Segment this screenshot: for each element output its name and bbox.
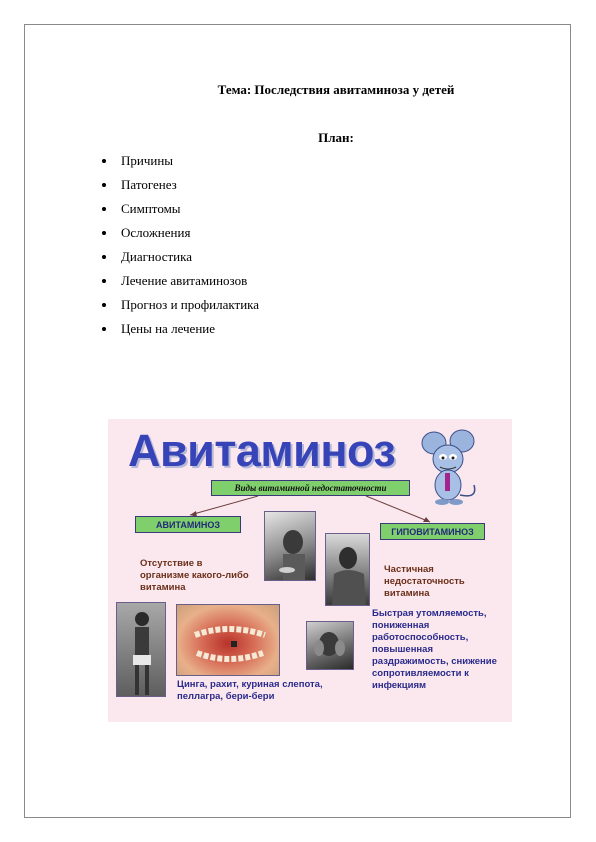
- plan-item: Цены на лечение: [100, 321, 259, 345]
- bullet-icon: [102, 327, 106, 331]
- plan-item: Осложнения: [100, 225, 259, 249]
- hypovitaminosis-symptoms: Быстрая утомляемость, пониженная работоспособность, повышенная раздражимость, снижение сопротивляемости к инфекциям: [372, 608, 497, 691]
- photo-scurvy-gums: [176, 604, 280, 676]
- plan-item: Причины: [100, 153, 259, 177]
- plan-item: Симптомы: [100, 201, 259, 225]
- vitamin-deficiency-types-label: Виды витаминной недостаточности: [211, 480, 410, 496]
- photo-rickets-child: [116, 602, 166, 697]
- plan-item: Диагностика: [100, 249, 259, 273]
- avitaminosis-label: АВИТАМИНОЗ: [135, 516, 241, 533]
- photo-tired-woman: [325, 533, 370, 606]
- avitaminosis-diseases: Цинга, рахит, куриная слепота, пеллагра, бери-бери: [177, 679, 323, 702]
- bullet-icon: [102, 183, 106, 187]
- page-title: Тема: Последствия авитаминоза у детей: [217, 82, 455, 97]
- infographic-title: Авитаминоз: [128, 425, 396, 476]
- plan-item: Патогенез: [100, 177, 259, 201]
- bullet-icon: [102, 255, 106, 259]
- photo-child-eating: [264, 511, 316, 581]
- plan-list: [100, 153, 259, 345]
- plan-item: Лечение авитаминозов: [100, 273, 259, 297]
- bullet-icon: [102, 207, 106, 211]
- hypovitaminosis-description: Частичная недостаточность витамина: [384, 564, 465, 599]
- plan-item: Прогноз и профилактика: [100, 297, 259, 321]
- photo-man-headache: [306, 621, 354, 670]
- plan-heading: План:: [318, 130, 354, 145]
- bullet-icon: [102, 159, 106, 163]
- bullet-icon: [102, 231, 106, 235]
- avitaminosis-infographic: [108, 419, 512, 722]
- avitaminosis-description: Отсутствие в организме какого-либо витамина: [140, 558, 249, 593]
- hypovitaminosis-label: ГИПОВИТАМИНОЗ: [380, 523, 485, 540]
- bullet-icon: [102, 303, 106, 307]
- bullet-icon: [102, 279, 106, 283]
